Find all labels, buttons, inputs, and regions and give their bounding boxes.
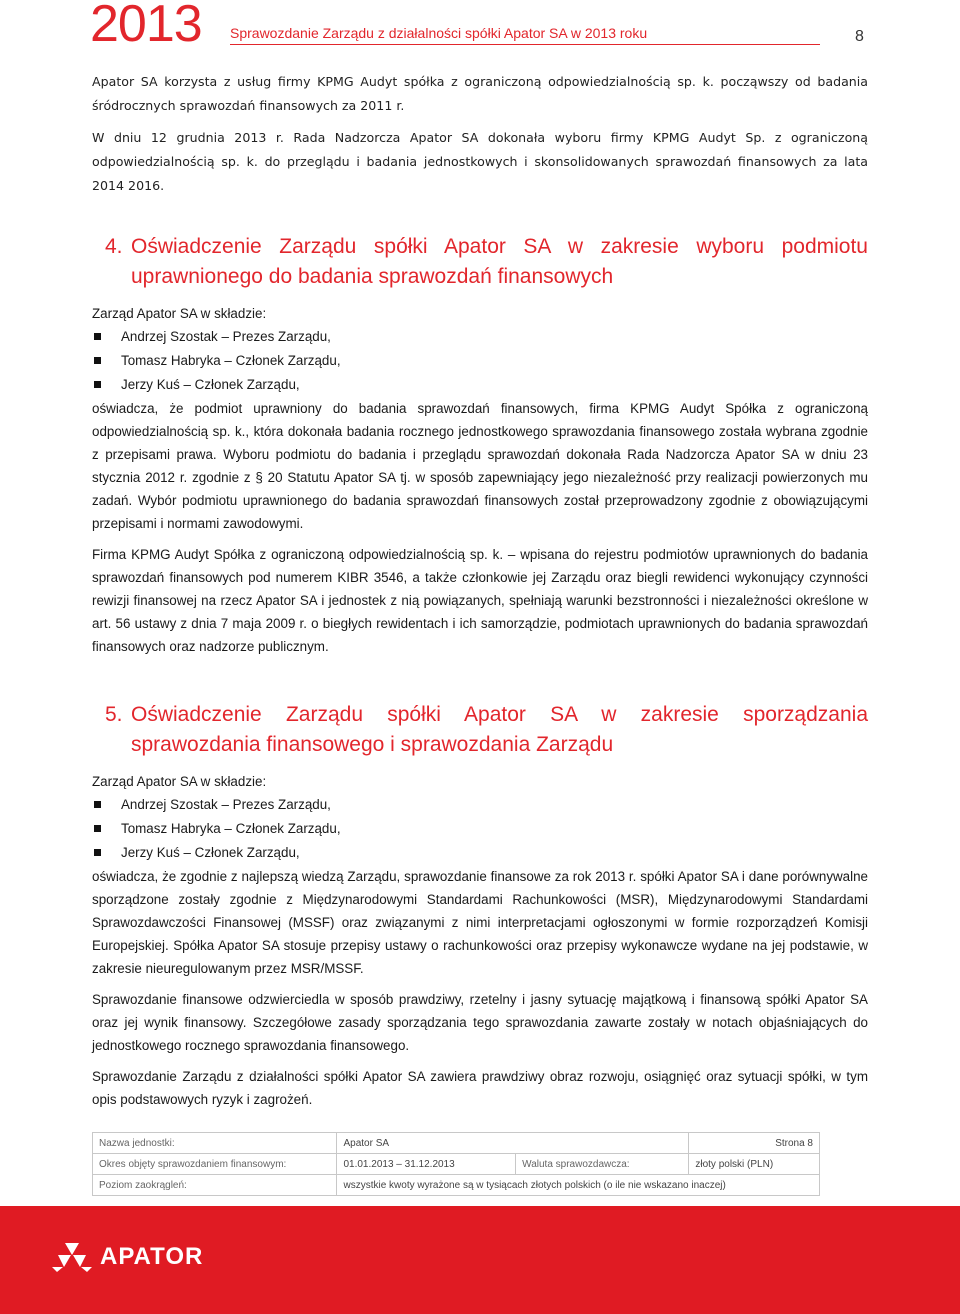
list-item: Jerzy Kuś – Członek Zarządu, [92, 373, 868, 397]
entity-label: Nazwa jednostki: [93, 1133, 337, 1154]
square-bullet-icon [94, 381, 101, 388]
rounding-label: Poziom zaokrągleń: [93, 1175, 337, 1196]
apator-logo [52, 1242, 203, 1272]
square-bullet-icon [94, 801, 101, 808]
section-5-number: 5. [105, 703, 123, 726]
section-5-heading [92, 700, 868, 760]
section-4-number: 4. [105, 235, 123, 258]
section-4-paragraph-1: oświadcza, że podmiot uprawniony do badania sprawozdań finansowych, firma KPMG Audyt Spółka z ograniczoną odpowiedzialnością sp. k., która dokonała badania rocznego jednostkowego sprawozdania finansowego została wybrana zgodnie z przepisami prawa. Wyboru podmiotu do badania i przeglądu sprawozdań dokonała Rada Nadzorcza Apator SA w dniu 23 stycznia 2012 r. zgodnie z § 20 Statutu Apator SA tj. w sposób zapewniający jego niezależność przy realizacji powierzonych mu zadań. Wybór podmiotu uprawnionego do badania sprawozdań finansowych został przeprowadzony zgodnie z obowiązującymi przepisami i normami zawodowymi. [92, 401, 868, 531]
square-bullet-icon [94, 849, 101, 856]
section-4-paragraph-2: Firma KPMG Audyt Spółka z ograniczoną odpowiedzialnością sp. k. – wpisana do rejestru podmiotów uprawnionych do badania sprawozdań finansowych pod numerem KIBR 3546, a także członkowie jej Zarządu oraz biegli rewidenci wykonujący czynności rewizji finansowej na rzecz Apator SA i jednostek z nią powiązanych, spełniają warunki bezstronności i niezależności określone w art. 56 ustawy z dnia 7 maja 2009 r. o biegłych rewidentach i ich samorządzie, podmiotach uprawnionych do badania sprawozdań finansowych oraz nadzorze publicznym. [92, 547, 868, 654]
list-item: Andrzej Szostak – Prezes Zarządu, [92, 793, 868, 817]
currency-label: Waluta sprawozdawcza: [516, 1154, 689, 1175]
section-4-board-list [92, 325, 868, 397]
period-value: 01.01.2013 – 31.12.2013 [337, 1154, 516, 1175]
list-item: Andrzej Szostak – Prezes Zarządu, [92, 325, 868, 349]
section-4-board-intro: Zarząd Apator SA w składzie: [92, 306, 267, 321]
period-label: Okres objęty sprawozdaniem finansowym: [93, 1154, 337, 1175]
page-number: 8 [855, 28, 864, 45]
page-header [90, 0, 870, 53]
square-bullet-icon [94, 825, 101, 832]
apator-logo-icon [52, 1242, 92, 1272]
page-body [92, 70, 868, 1111]
square-bullet-icon [94, 357, 101, 364]
section-5-paragraph-3: Sprawozdanie Zarządu z działalności spółki Apator SA zawiera prawdziwy obraz rozwoju, osiągnięć oraz sytuacji spółki, w tym opis podstawowych ryzyk i zagrożeń. [92, 1069, 868, 1107]
section-4-heading [92, 232, 868, 292]
brand-name: APATOR [100, 1243, 204, 1270]
report-year: 2013 [90, 0, 202, 53]
page-label: Strona 8 [689, 1133, 820, 1154]
rounding-value: wszystkie kwoty wyrażone są w tysiącach złotych polskich (o ile nie wskazano inaczej) [337, 1175, 820, 1196]
square-bullet-icon [94, 333, 101, 340]
table-row [93, 1175, 820, 1196]
report-metadata-table [92, 1132, 820, 1196]
section-5-board-list [92, 793, 868, 865]
header-divider [230, 44, 820, 45]
section-5-board-intro: Zarząd Apator SA w składzie: [92, 774, 267, 789]
section-5-paragraph-1: oświadcza, że zgodnie z najlepszą wiedzą Zarządu, sprawozdanie finansowe za rok 2013 r. spółki Apator SA i dane porównywalne sporządzone zostały zgodnie z Międzynarodowymi Standardami Rachunkowości (MSR), Międzynarodowymi Standardami Sprawozdawczości Finansowej (MSSF) oraz związanymi z nimi interpretacjami ogłoszonymi w formie rozporządzeń Komisji Europejskiej. Spółka Apator SA stosuje przepisy ustawy o rachunkowości oraz przepisy wykonawcze wydane na jej podstawie, w zakresie nieuregulowanym przez MSR/MSSF. [92, 869, 868, 976]
list-item: Jerzy Kuś – Członek Zarządu, [92, 841, 868, 865]
footer-band [0, 1206, 960, 1314]
table-row [93, 1154, 820, 1175]
section-5-title: Oświadczenie Zarządu spółki Apator SA w zakresie sporządzania sprawozdania finansowego i sprawozdania Zarządu [131, 703, 868, 756]
entity-value: Apator SA [337, 1133, 689, 1154]
report-title: Sprawozdanie Zarządu z działalności spółki Apator SA w 2013 roku [230, 25, 648, 41]
intro-paragraph-2: W dniu 12 grudnia 2013 r. Rada Nadzorcza Apator SA dokonała wyboru firmy KPMG Audyt Sp. z ograniczoną odpowiedzialnością sp. k. do przeglądu i badania jednostkowych i skonsolidowanych sprawozdań finansowych za lata 2014 2016. [92, 130, 868, 193]
list-item: Tomasz Habryka – Członek Zarządu, [92, 349, 868, 373]
section-5-paragraph-2: Sprawozdanie finansowe odzwierciedla w sposób prawdziwy, rzetelny i jasny sytuację majątkową i finansową spółki Apator SA oraz jej wynik finansowy. Szczegółowe zasady sporządzania tego sprawozdania zawarte zostały w notach objaśniających do jednostkowego rocznego sprawozdania finansowego. [92, 992, 868, 1053]
section-4-title: Oświadczenie Zarządu spółki Apator SA w zakresie wyboru podmiotu uprawnionego do badania sprawozdań finansowych [131, 235, 868, 288]
currency-value: złoty polski (PLN) [689, 1154, 820, 1175]
table-row [93, 1133, 820, 1154]
list-item: Tomasz Habryka – Członek Zarządu, [92, 817, 868, 841]
intro-paragraph-1: Apator SA korzysta z usług firmy KPMG Audyt spółka z ograniczoną odpowiedzialnością sp. k. począwszy od badania śródrocznych sprawozdań finansowych za 2011 r. [92, 74, 868, 113]
